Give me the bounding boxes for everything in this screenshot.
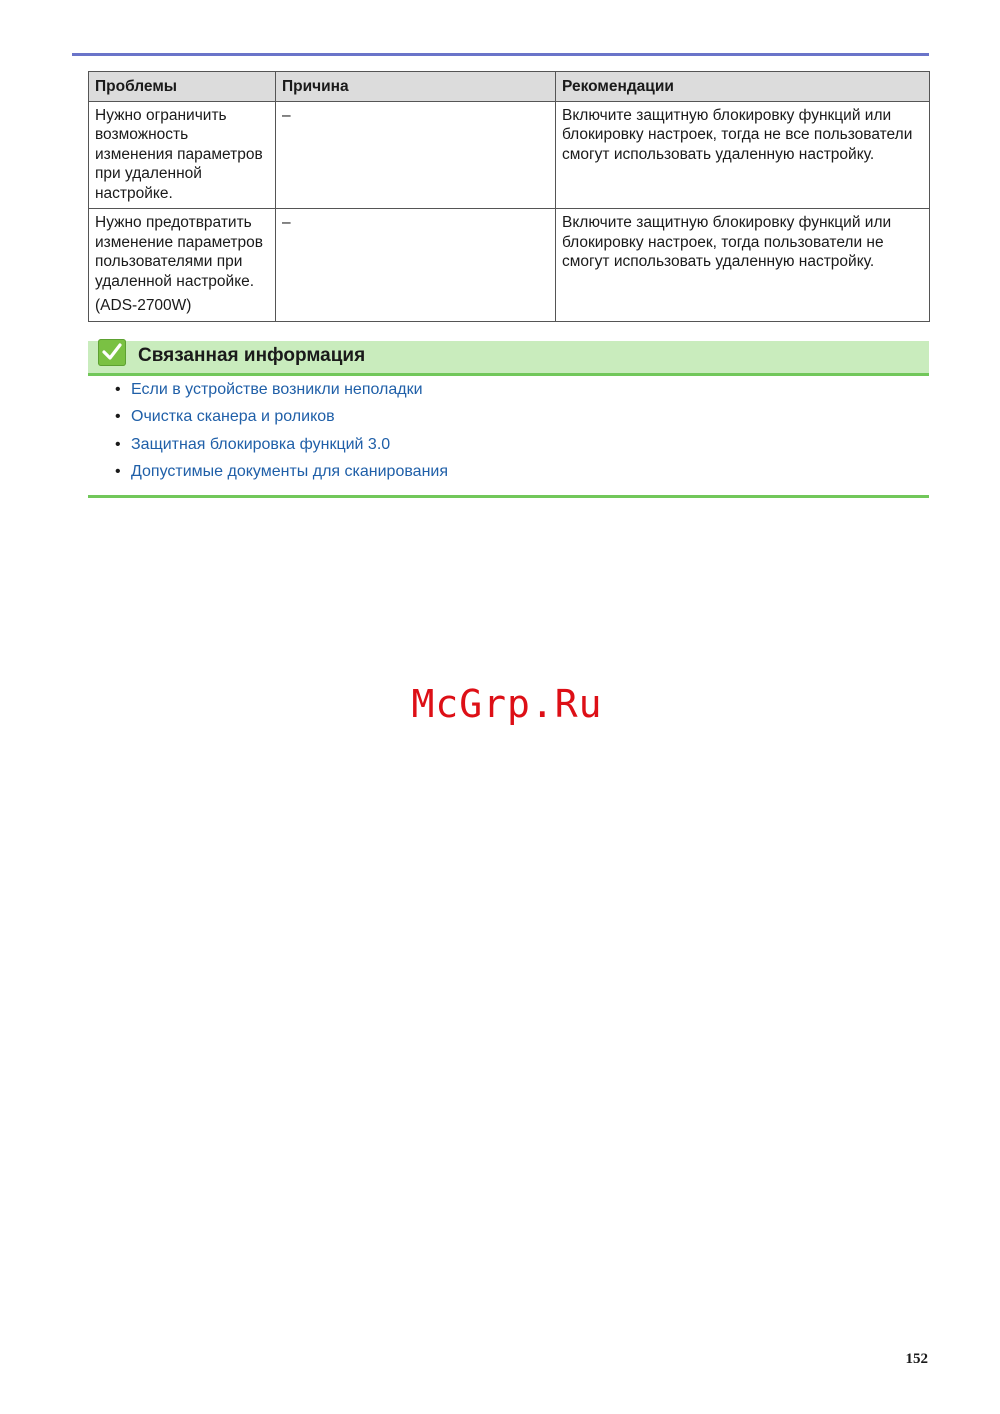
related-info-header <box>88 341 929 376</box>
table-row <box>89 209 930 322</box>
problem-text: при удаленной <box>95 165 202 182</box>
list-item <box>88 436 448 463</box>
related-link[interactable]: Если в устройстве возникли неполадки <box>131 381 423 398</box>
problem-text: Нужно предотвратить <box>95 214 252 231</box>
column-header-cause: Причина <box>276 72 556 102</box>
column-header-recommendations: Рекомендации <box>556 72 930 102</box>
problem-text: изменения параметров <box>95 145 263 163</box>
watermark: McGrp.Ru <box>411 682 603 726</box>
model-note: (ADS-2700W) <box>95 297 192 314</box>
recommendation-text: блокировку настроек, тогда пользователи не <box>562 233 884 251</box>
recommendation-text: смогут использовать удаленную настройку. <box>562 145 875 163</box>
bullet: • <box>115 435 121 453</box>
bullet: • <box>115 408 121 426</box>
troubleshooting-table <box>88 71 930 322</box>
problem-text: возможность <box>95 126 189 143</box>
column-header-problems: Проблемы <box>89 72 276 102</box>
list-item <box>88 381 448 408</box>
problem-cell <box>89 101 276 209</box>
cause-cell: – <box>276 101 556 209</box>
table-header-row <box>89 72 930 102</box>
list-item <box>88 463 448 490</box>
related-info-title: Связанная информация <box>138 345 366 366</box>
bullet: • <box>115 462 121 480</box>
problem-text: Нужно ограничить <box>95 106 227 124</box>
list-item <box>88 408 448 435</box>
problem-text: изменение параметров <box>95 233 263 251</box>
cause-cell: – <box>276 209 556 322</box>
recommendation-text: Включите защитную блокировку функций или <box>562 214 892 231</box>
related-info-bottom-rule <box>88 495 929 498</box>
recommendation-text: Включите защитную блокировку функций или <box>562 106 892 124</box>
problem-text: удаленной настройке. <box>95 272 255 290</box>
checkmark-icon <box>98 339 126 366</box>
bullet: • <box>115 381 121 398</box>
related-link[interactable]: Защитная блокировка функций 3.0 <box>131 435 391 453</box>
related-links-list <box>88 381 448 490</box>
page-number: 152 <box>905 1351 928 1367</box>
table-row <box>89 101 930 209</box>
recommendation-cell <box>556 101 930 209</box>
problem-text: пользователями при <box>95 253 243 270</box>
problem-text: настройке. <box>95 184 173 202</box>
recommendation-cell <box>556 209 930 322</box>
header-rule <box>72 53 929 56</box>
related-link[interactable]: Очистка сканера и роликов <box>131 408 335 426</box>
related-link[interactable]: Допустимые документы для сканирования <box>131 462 449 480</box>
recommendation-text: смогут использовать удаленную настройку. <box>562 253 875 270</box>
recommendation-text: блокировку настроек, тогда не все пользователи <box>562 126 913 143</box>
problem-cell <box>89 209 276 322</box>
